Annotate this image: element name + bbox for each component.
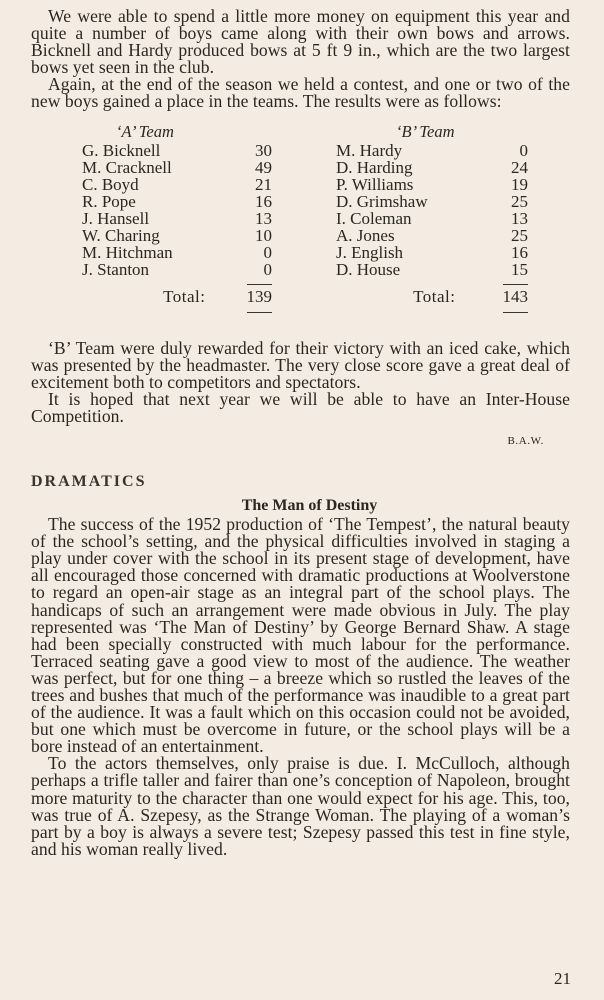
table-row	[82, 261, 272, 278]
table-row	[336, 227, 528, 244]
team-b-title: ‘B’ Team	[396, 121, 455, 141]
team-b-results	[336, 122, 528, 314]
table-row	[336, 210, 528, 227]
member-score: 19	[511, 174, 528, 194]
team-b-total-row	[336, 286, 528, 308]
member-score: 30	[255, 140, 272, 160]
document-page	[31, 8, 570, 858]
member-name: J. English	[336, 243, 404, 263]
member-score: 16	[255, 191, 272, 211]
member-score: 0	[519, 140, 528, 160]
page-number: 21	[554, 969, 571, 988]
total-rule-bottom	[503, 312, 528, 313]
team-a-total: 139	[246, 287, 272, 307]
total-rule-top	[503, 284, 528, 285]
dramatics-paragraph-2: To the actors themselves, only praise is due. I. McCulloch, although perhaps a trifle taller and fairer than one’s conception of Napoleon, brought more maturity to the character than one would expect for his age. This, too, was true of A. Szepesy, as the Strange Woman. The playing of a woman’s part by a boy is always a severe test; Szepesy passed this test in fine style, and his woman really lived.	[31, 753, 570, 859]
table-row	[82, 227, 272, 244]
table-row	[336, 159, 528, 176]
member-score: 25	[511, 191, 528, 211]
member-name: I. Coleman	[336, 208, 412, 228]
member-score: 0	[263, 260, 272, 280]
member-name: D. Grimshaw	[336, 191, 428, 211]
total-label: Total:	[163, 287, 206, 307]
member-name: A. Jones	[336, 226, 395, 246]
member-score: 13	[511, 208, 528, 228]
table-row	[82, 176, 272, 193]
contest-results-table	[31, 122, 570, 340]
table-row	[82, 210, 272, 227]
table-row	[336, 244, 528, 261]
team-a-total-row	[82, 286, 272, 308]
member-name: G. Bicknell	[82, 140, 161, 160]
table-row	[82, 159, 272, 176]
total-label: Total:	[413, 287, 456, 307]
member-score: 25	[511, 226, 528, 246]
play-title: The Man of Destiny	[241, 497, 378, 515]
member-name: D. House	[336, 260, 401, 280]
member-name: J. Hansell	[82, 208, 150, 228]
archery-paragraph-1: We were able to spend a little more money on equipment this year and quite a number of boys came along with their own bows and arrows. Bicknell and Hardy produced bows at 5 ft 9 in., which are the two largest bows yet seen in the club.	[31, 6, 570, 78]
team-a-results	[82, 122, 272, 314]
table-row	[336, 176, 528, 193]
member-name: P. Williams	[336, 174, 414, 194]
author-signature: B.A.W.	[507, 435, 544, 448]
member-score: 10	[255, 226, 272, 246]
member-name: M. Hardy	[336, 140, 403, 160]
table-row	[82, 244, 272, 261]
member-score: 15	[511, 260, 528, 280]
team-a-title: ‘A’ Team	[116, 121, 174, 141]
member-score: 24	[511, 157, 528, 177]
member-name: C. Boyd	[82, 174, 139, 194]
total-rule-bottom	[247, 312, 272, 313]
table-row	[82, 193, 272, 210]
member-name: R. Pope	[82, 191, 136, 211]
member-score: 21	[255, 174, 272, 194]
table-row	[82, 142, 272, 159]
table-row	[336, 193, 528, 210]
archery-closing-paragraph-1: ‘B’ Team were duly rewarded for their victory with an iced cake, which was presented by the headmaster. The very close score gave a great deal of excitement both to competitors and spectators.	[31, 337, 570, 392]
table-row	[336, 142, 528, 159]
member-score: 13	[255, 208, 272, 228]
table-row	[336, 261, 528, 278]
member-name: J. Stanton	[82, 260, 150, 280]
member-score: 16	[511, 243, 528, 263]
team-b-total: 143	[502, 287, 528, 307]
member-score: 0	[263, 243, 272, 263]
member-name: D. Harding	[336, 157, 413, 177]
total-rule-top	[247, 284, 272, 285]
member-name: W. Charing	[82, 226, 160, 246]
member-score: 49	[255, 157, 272, 177]
member-name: M. Hitchman	[82, 243, 173, 263]
section-heading-dramatics: DRAMATICS	[31, 473, 147, 491]
dramatics-paragraph-1: The success of the 1952 production of ‘The Tempest’, the natural beauty of the school’s setting, and the physical difficulties involved in staging a play under cover with the school in its present stage of development, have all encouraged those concerned with dramatic productions at Woolverstone to regard an open-air stage as an integral part of the school plays. The handicaps of such an arrangement were made obvious in July. The play represented was ‘The Man of Destiny’ by George Bernard Shaw. A stage had been specially constructed with much labour for the performance. Terraced seating gave a good view to most of the audience. The weather was perfect, but for one thing – a breeze which so rustled the leaves of the trees and bushes that much of the performance was inaudible to a great part of the audience. It was a fault which on this occasion could not be avoided, but one which must be overcome in future, or the school plays will be a bore instead of an entertainment.	[31, 514, 570, 757]
archery-closing-paragraph-2: It is hoped that next year we will be able to have an Inter-House Competition.	[31, 388, 570, 426]
member-name: M. Cracknell	[82, 157, 172, 177]
archery-paragraph-2: Again, at the end of the season we held a contest, and one or two of the new boys gained a place in the teams. The results were as follows:	[31, 74, 570, 112]
